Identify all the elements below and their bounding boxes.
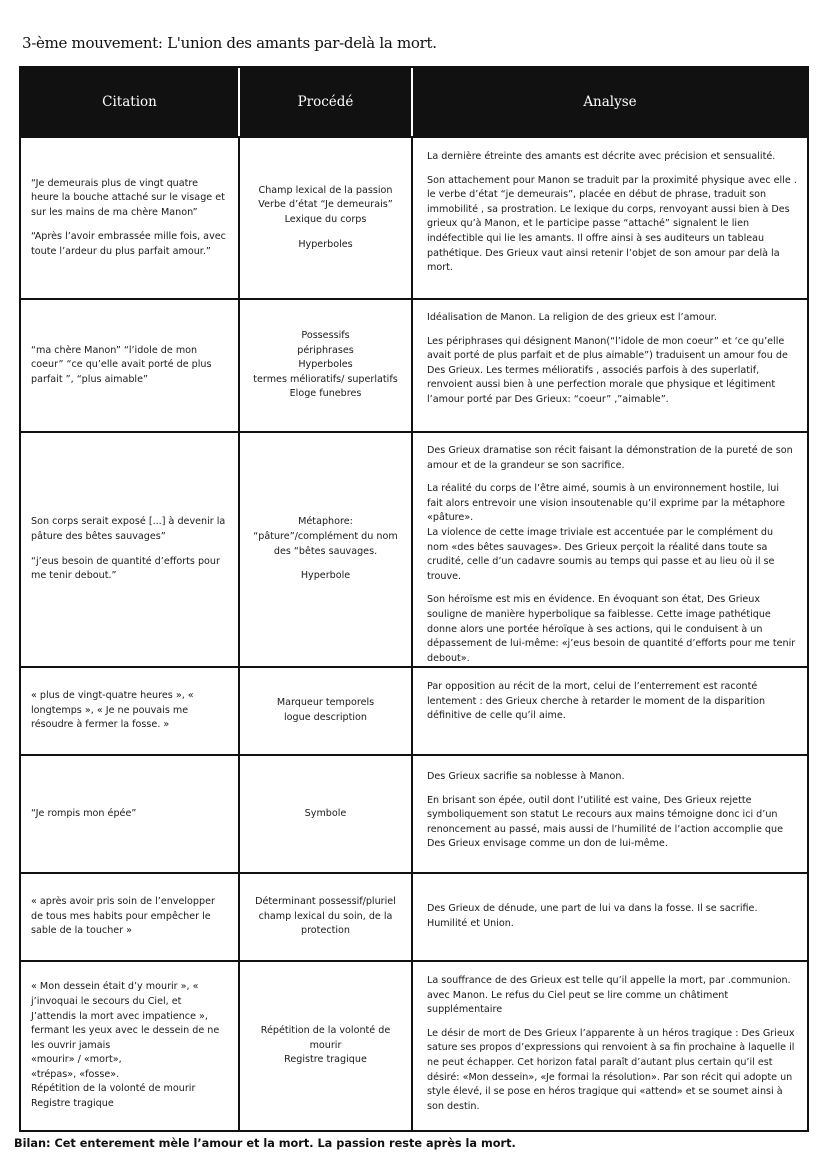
procede-cell: Champ lexical de la passion Verbe d’état “Je demeurais” Lexique du corps Hyperboles	[238, 138, 411, 298]
table-row	[21, 666, 807, 754]
procede-cell: Répétition de la volonté de mourir Registre tragique	[238, 962, 411, 1130]
header-analyse: Analyse	[411, 68, 807, 136]
table-row	[21, 136, 807, 298]
procede-cell: Marqueur temporels logue description	[238, 668, 411, 754]
citation-cell: Son corps serait exposé [...] à devenir la pâture des bêtes sauvages” “j’eus besoin de quantité d’efforts pour me tenir debout.”	[31, 516, 226, 582]
citation-cell: “Je demeurais plus de vingt quatre heure la bouche attaché sur le visage et sur les mains de ma chère Manon” “Après l’avoir embrassée mille fois, avec toute l’ardeur du plus parfait amour.”	[31, 177, 226, 257]
citation-cell: « Mon dessein était d’y mourir », « j’invoquai le secours du Ciel, et J’attendis la mort avec impatience », fermant les yeux avec le dessein de ne les ouvrir jamais «mourir» / «mort», «trépas», «fosse». Répétition de la volonté de mourir Registre tragique	[31, 981, 220, 1110]
citation-cell: « après avoir pris soin de l’envelopper de tous mes habits pour empêcher le sable de la toucher »	[31, 896, 215, 937]
analyse-cell: La dernière étreinte des amants est décrite avec précision et sensualité. Son attachement pour Manon se traduit par la proximité physique avec elle . le verbe d’état “je demeurais”, placée en début de phrase, traduit son immobilité , sa prostration. Le lexique du corps, renvoyant aussi bien à Des grieux qu’à Manon, et le participe passe “attaché” signalent le lien indéfectible qui lie les amants. Il offre ainsi à ses auditeurs un tableau pathétique. Des Grieux vaut ainsi retenir l’objet de son amour par delà la mort.	[411, 138, 807, 298]
page-title: 3-ème mouvement: L'union des amants par-delà la mort.	[22, 34, 437, 52]
analyse-cell: Par opposition au récit de la mort, celui de l’enterrement est raconté lentement : des Grieux cherche à retarder le moment de la disparition définitive de celle qu’il aime.	[411, 668, 807, 754]
procede-cell: Symbole	[238, 756, 411, 872]
table-row	[21, 960, 807, 1130]
analyse-cell: La souffrance de des Grieux est telle qu’il appelle la mort, par .communion. avec Manon. Le refus du Ciel peut se lire comme un châtiment supplémentaire Le désir de mort de Des Grieux l’apparente à un héros tragique : Des Grieux sature ses propos d’expressions qui renvoient à sa fin prochaine à laquelle il ne peut échapper. Cet horizon fatal paraît d’autant plus certain qu’il est désiré: «Mon dessein», «Je formai la résolution». Par son récit qui adopte un style élevé, il se pose en héros tragique qui «attend» et se soumet ainsi à son destin.	[411, 962, 807, 1130]
procede-cell: Métaphore: “pâture”/complément du nom des “bêtes sauvages. Hyperbole	[238, 433, 411, 666]
citation-cell: « plus de vingt-quatre heures », « longtemps », « Je ne pouvais me résoudre à fermer la fosse. »	[31, 690, 194, 731]
analyse-cell: Des Grieux dramatise son récit faisant la démonstration de la pureté de son amour et de la grandeur se son sacrifice. La réalité du corps de l’être aimé, soumis à un environnement hostile, lui fait alors entrevoir une vision insoutenable qu’il exprime par la métaphore «pâture». La violence de cette image triviale est accentuée par le complément du nom «des bêtes sauvages». Des Grieux perçoit la réalité dans toute sa crudité, celle d’un cadavre soumis au temps qui passe et au lieu où il se trouve. Son héroïsme est mis en évidence. En évoquant son état, Des Grieux souligne de manière hyperbolique sa faiblesse. Cette image pathétique donne alors une portée héroïque à ses actions, qui le conduisent à un dépassement de lui-même: «j’eus besoin de quantité d’efforts pour me tenir debout».	[411, 433, 807, 666]
header-procede: Procédé	[238, 68, 411, 136]
analyse-cell: Des Grieux sacrifie sa noblesse à Manon. En brisant son épée, outil dont l’utilité est vaine, Des Grieux rejette symboliquement son statut Le recours aux mains témoigne donc ici d’un renoncement au passé, mais aussi de l’humilité de l’action accomplie que Des Grieux envisage comme un don de lui-même.	[411, 756, 807, 872]
header-citation: Citation	[102, 94, 157, 110]
bilan-summary: Bilan: Cet enterement mèle l’amour et la mort. La passion reste après la mort.	[14, 1137, 516, 1150]
table-row	[21, 431, 807, 666]
analyse-cell: Des Grieux de dénude, une part de lui va dans la fosse. Il se sacrifie. Humilité et Union.	[411, 874, 807, 960]
procede-cell: Déterminant possessif/pluriel champ lexical du soin, de la protection	[238, 874, 411, 960]
table-row	[21, 754, 807, 872]
procede-cell: Possessifs périphrases Hyperboles termes mélioratifs/ superlatifs Eloge funebres	[238, 300, 411, 431]
analysis-table	[19, 66, 809, 1132]
table-row	[21, 872, 807, 960]
table-header-row	[21, 68, 807, 136]
analyse-cell: Idéalisation de Manon. La religion de des grieux est l’amour. Les périphrases qui désignent Manon(“l’idole de mon coeur” et ‘ce qu’elle avait porté de plus parfait et de plus aimable”) traduisent un amour fou de Des Grieux. Les termes mélioratifs , associés parfois à des superlatif, renvoient aussi bien à une perfection morale que physique et légitiment l’amour porté par Des Grieux: “coeur” ,”aimable”.	[411, 300, 807, 431]
citation-cell: “Je rompis mon épée”	[31, 807, 137, 819]
citation-cell: “ma chère Manon” “l’idole de mon coeur” “ce qu’elle avait porté de plus parfait ”, “plus aimable”	[31, 344, 212, 385]
table-row	[21, 298, 807, 431]
